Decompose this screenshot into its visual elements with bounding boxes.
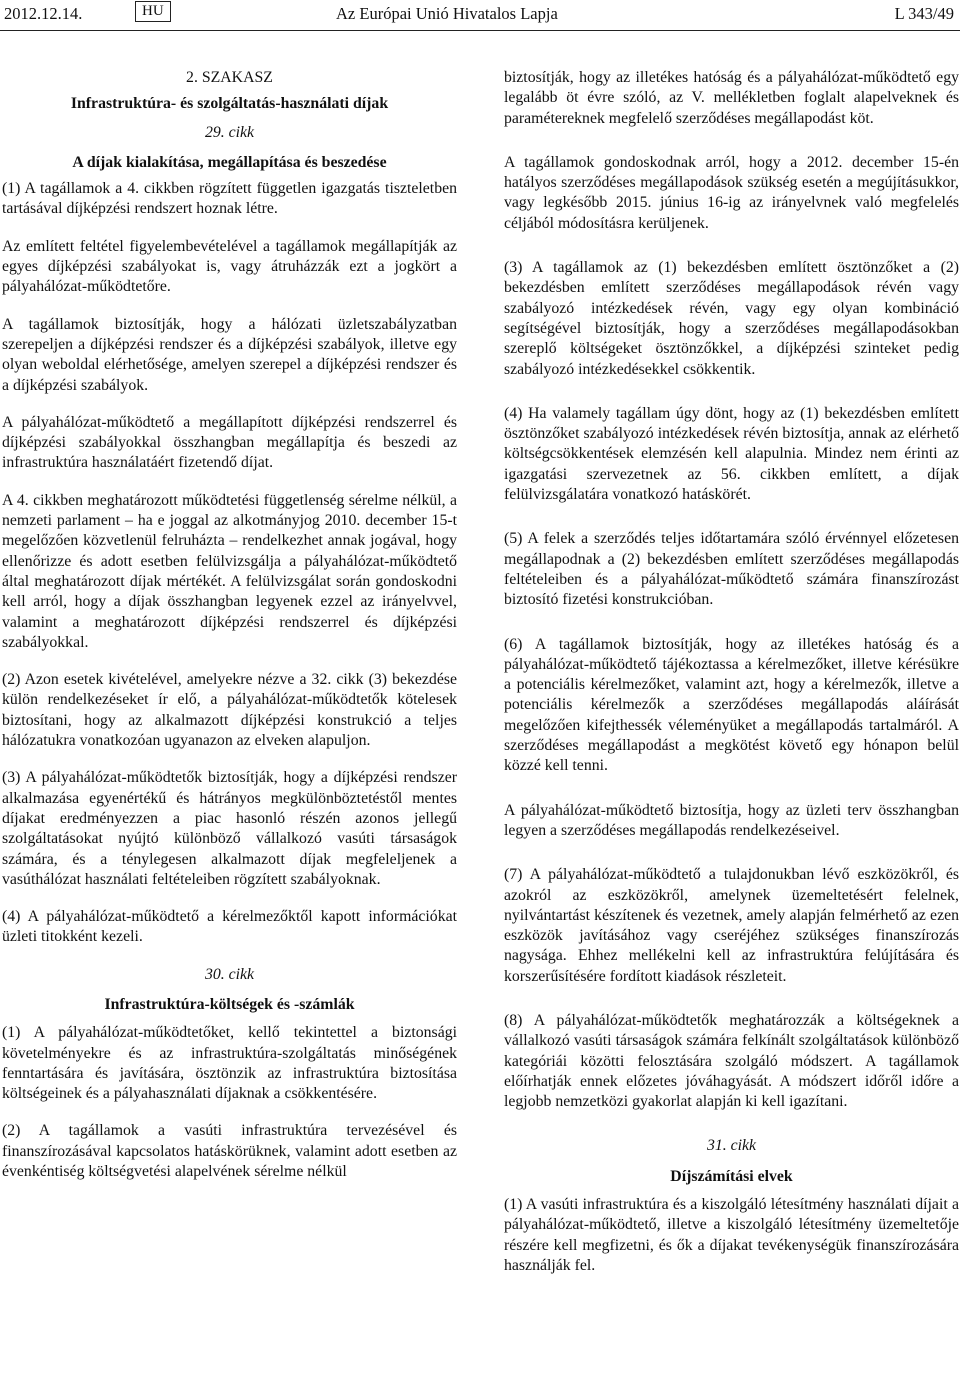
paragraph: (1) A pályahálózat-működtetőket, kellő tekintettel a biztonsági követelményekre és az infrastruktúra-szolgáltatás minőségének fenntartására és javítására, ösztönzik az infrastruktúra biztosítása költségeinek és a pályahasználati díjaknak a csökkentésére. [2,1024,457,1103]
paragraph: (3) A tagállamok az (1) bekezdésben említett ösztönzőket a (2) bekezdésben említett szerződéses megállapodások révén vagy szabályozó intézkedések révén, vagy egy olyan kombináció segítségével biztosítják, hogy a szerződéses megállapodásokban szereplő költségeket ösztönzőkkel, a díjképzési szinteket pedig szabályozó intézkedésekkel csökkentik. [504,259,959,378]
page-number: L 343/49 [894,4,954,23]
paragraph: (6) A tagállamok biztosítják, hogy az illetékes hatóság és a pályahálózat-működtető tájékoztassa a kérelmezőket, illetve kérésükre a potenciális kérelmezőket, valamint azt, hogy a kérelmezők, illetve a potenciális kérelmezők a szerződéses megállapodás aláírását megelőzően kifejthessék véleményüket a megállapodás tartalmáról. A szerződéses megállapodást a megkötést követő egy hónapon belül közzé kell tenni. [504,635,959,775]
paragraph: (3) A pályahálózat-működtetők biztosítják, hogy a díjképzési rendszer alkalmazása egyenértékű és hátrányos megkülönböztetéstől mentes díjakat eredményezzen a piac hasonló részén azonos jellegű szolgáltatásokat nyújtó különböző vállalkozó vasúti társaságok számára, és a ténylegesen alkalmazott díjak megfeleljenek a vasúthálózat használati feltételeiben rögzített szabályoknak. [2,769,457,888]
paragraph: (7) A pályahálózat-működtető a tulajdonukban lévő eszközökről, és azokról az eszközökről, amelynek üzemeltetésért felelnek, nyilvántartást készítenek és vezetnek, amely alapján felmérhető az ezen eszközök javításához vagy cseréjéhez szükséges finanszírozás nagysága. Ehhez mellékelni kell az infrastruktúra felújítására és korszerűsítésére fordított kiadások részleteit. [504,866,959,985]
article-29-title: A díjak kialakítása, megállapítása és beszedése [72,153,387,171]
section-label: 2. SZAKASZ [186,69,273,86]
paragraph: (2) Azon esetek kivételével, amelyekre nézve a 32. cikk (3) bekezdése külön rendelkezéseket ír elő, a pályahálózat-működtetők kötelesek biztosítani, hogy az alkalmazott díjképzési konstrukció a teljes hálózatukra vonatkozóan ugyanazon az elveken alapuljon. [2,671,457,750]
paragraph: Az említett feltétel figyelembevételével a tagállamok megállapítják az egyes díjképzési szabályokat is, vagy átruházzák ezt a jogkört a pályahálózat-működtetőre. [2,237,457,296]
article-30-title: Infrastruktúra-költségek és -számlák [104,995,355,1013]
journal-title: Az Európai Unió Hivatalos Lapja [336,4,558,23]
section-title: Infrastruktúra- és szolgáltatás-használati díjak [70,95,389,113]
paragraph: A pályahálózat-működtető a megállapított díjképzési rendszerrel és díjképzési szabályokkal összhangban megállapítja és beszedi az infrastruktúra használatáért fizetendő díjat. [2,413,457,472]
paragraph: A 4. cikkben meghatározott működtetési függetlenség sérelme nélkül, a nemzeti parlament – ha e joggal az alkotmányjog 2010. december 15-t megelőzően közvetlenül felruházta – rendelkezhet annak jogával, hogy ellenőrizze és adott esetben felülvizsgálja a pályahálózat-működtető által meghatározott díjak mértékét. A felülvizsgálat során gondoskodni kell arról, hogy a díjak összhangban legyenek ezzel az irányelvvel, valamint a meghatározott díjképzési rendszerrel és díjképzési szabályokkal. [2,491,457,651]
right-column [504,68,959,1293]
paragraph: (8) A pályahálózat-működtetők meghatározzák a költségeknek a vállalkozó vasúti társaságok számára felkínált szolgáltatások különböző kategóriái közötti felosztására szolgáló módszert. A tagállamok előírhatják ennek előzetes jóváhagyását. A módszert időről időre a legjobb nemzetközi gyakorlat alapján ki kell igazítani. [504,1011,959,1111]
paragraph: (4) Ha valamely tagállam úgy dönt, hogy az (1) bekezdésben említett ösztönzőket szabályozó intézkedések révén biztosítja, annak az elérhető költségcsökkentések elemzésén kell alapulnia. Mindez nem érinti az igazgatási szervezetnek az 56. cikkben említett, a díjak felülvizsgálatára vonatkozó hatáskörét. [504,404,959,504]
language-badge: HU [135,1,171,22]
journal-header [0,0,960,34]
paragraph: A pályahálózat-működtető biztosítja, hogy az üzleti terv összhangban legyen a szerződéses megállapodás rendelkezéseivel. [504,801,959,839]
paragraph: (5) A felek a szerződés teljes időtartamára szóló érvénnyel előzetesen megállapodnak a (2) bekezdésben említett szerződéses megállapodás feltételeiben és a pályahálózat-működtető számára finanszírozást biztosító fizetési konstrukcióban. [504,530,959,609]
header-rule [0,30,960,31]
article-31-title: Díjszámítási elvek [670,1167,793,1185]
paragraph: A tagállamok gondoskodnak arról, hogy a 2012. december 15-én hatályos szerződéses megállapodások szükség esetén a megújításukkor, vagy legkésőbb 2015. június 16-ig az irányelvnek való megfelelés céljából módosításra kerüljenek. [504,153,959,232]
article-31-label: 31. cikk [706,1137,757,1155]
paragraph: biztosítják, hogy az illetékes hatóság és a pályahálózat-működtető egy legalább öt évre szóló, az V. mellékletben foglalt alapelveknek és paramétereknek megfelelő szerződéses megállapodást köt. [504,69,959,127]
left-column [2,68,457,1199]
paragraph: (2) A tagállamok a vasúti infrastruktúra tervezésével és finanszírozásával kapcsolatos hatáskörüknek, valamint adott esetben az évenkéntiség költségvetési alapelvének sérelme nélkül [2,1122,457,1181]
publication-date: 2012.12.14. [4,4,83,23]
article-30-label: 30. cikk [204,965,255,983]
article-29-label: 29. cikk [204,123,255,141]
paragraph: A tagállamok biztosítják, hogy a hálózati üzletszabályzatban szerepeljen a díjképzési rendszer és a díjképzési szabályok, illetve egy olyan weboldal elérhetősége, amelyen szerepel a díjképzési rendszer és a díjképzési szabályok. [2,315,457,394]
paragraph: (4) A pályahálózat-működtető a kérelmezőktől kapott információkat üzleti titokként kezeli. [2,908,457,946]
paragraph: (1) A vasúti infrastruktúra és a kiszolgáló létesítmény használati díjait a pályahálózat-működtető, illetve a kiszolgáló létesítmény üzemeltetője részére kell megfizetni, és ők a díjakat tevékenységük finanszírozására használják fel. [504,1196,959,1274]
paragraph: (1) A tagállamok a 4. cikkben rögzített független igazgatás tiszteletben tartásával díjképzési rendszert hoznak létre. [2,180,457,218]
